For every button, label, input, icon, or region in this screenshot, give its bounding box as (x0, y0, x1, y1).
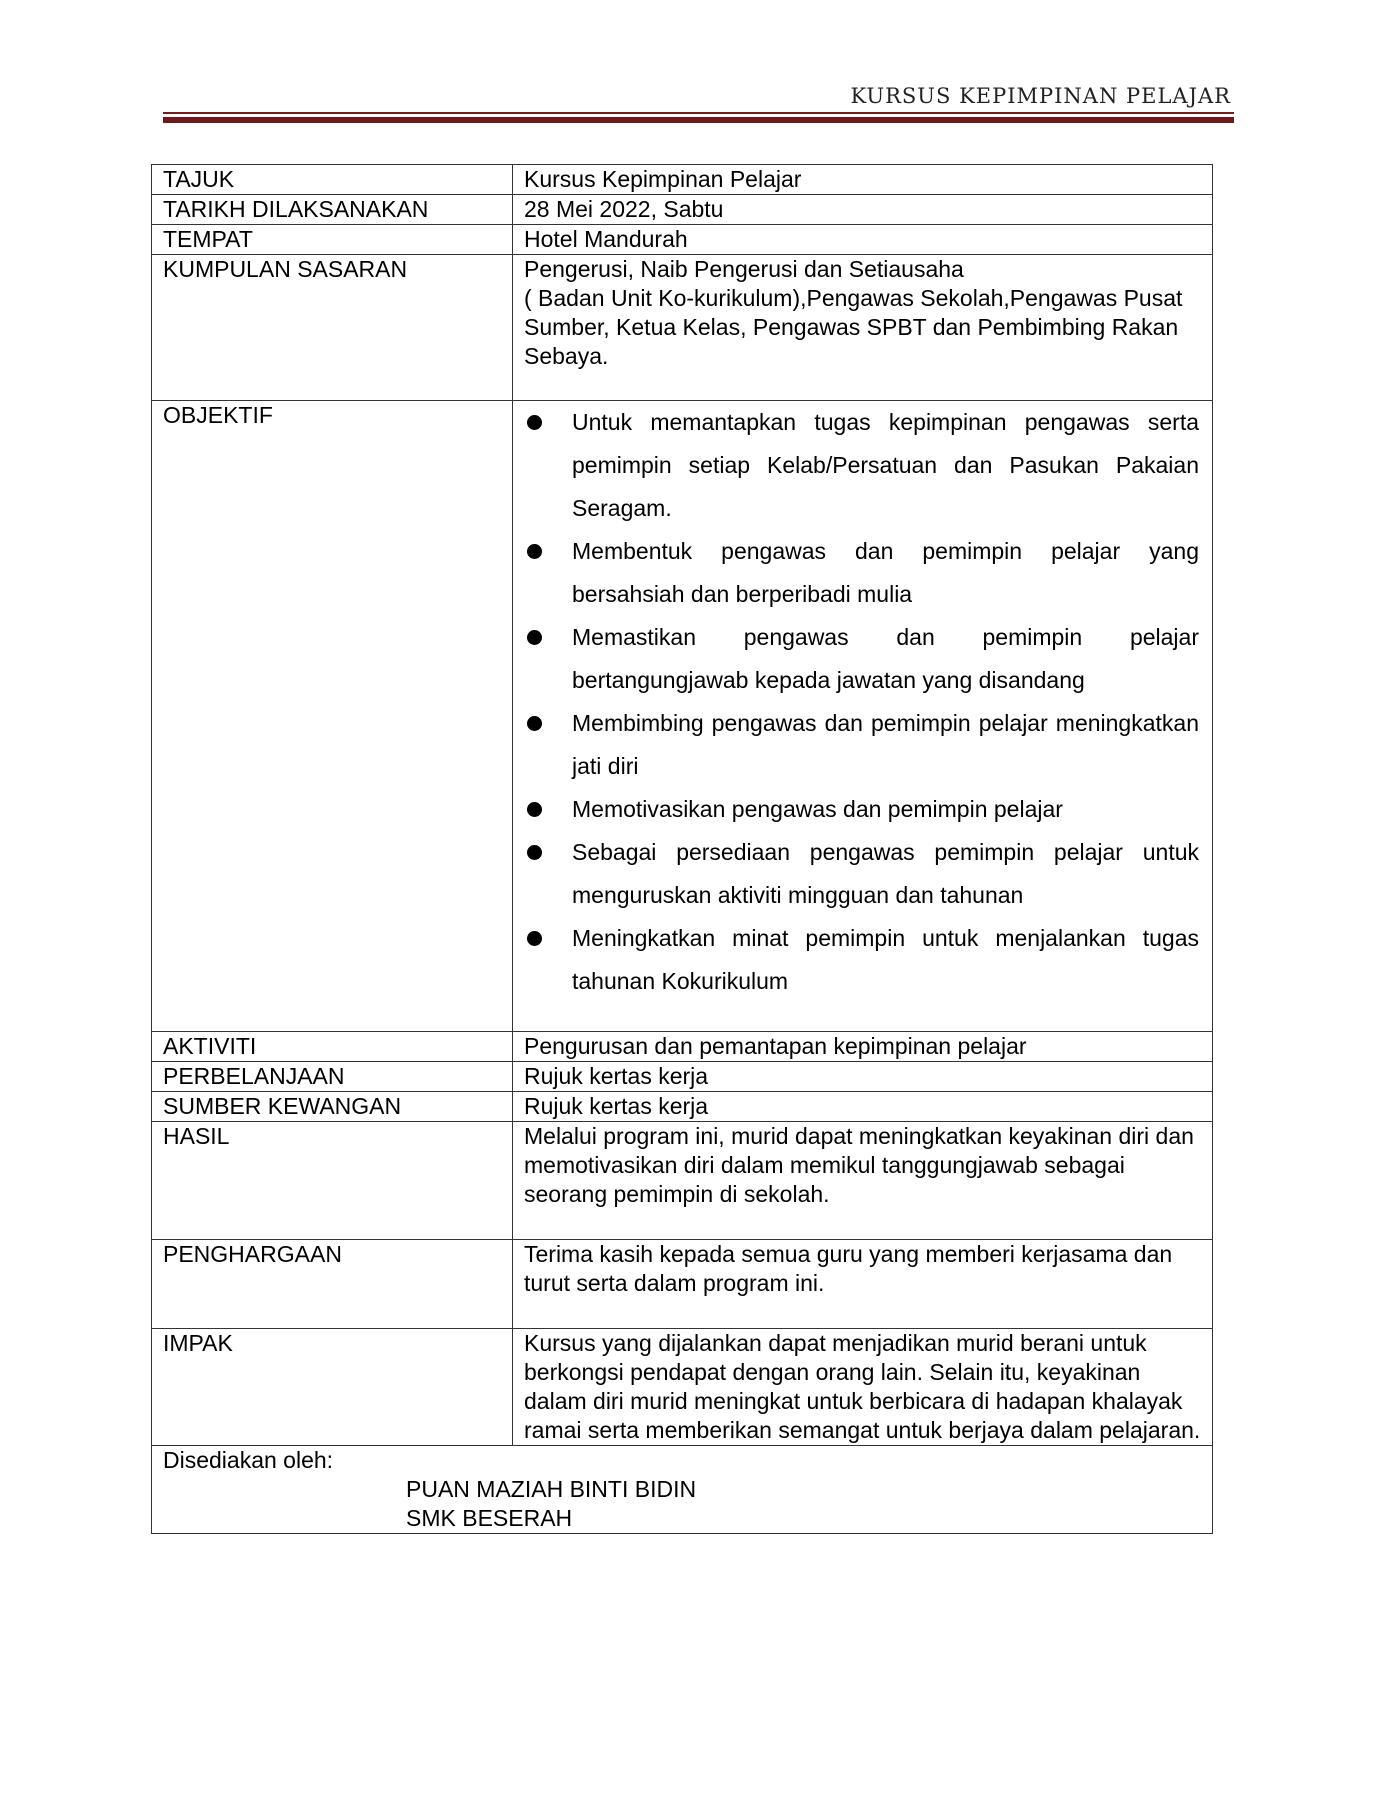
objektif-item (524, 831, 1199, 917)
label-objektif: OBJEKTIF (152, 401, 513, 1032)
row-perbelanjaan (152, 1062, 1213, 1092)
row-disediakan (152, 1446, 1213, 1534)
label-hasil: HASIL (152, 1122, 513, 1240)
label-tajuk: TAJUK (152, 165, 513, 195)
row-tempat (152, 225, 1213, 255)
bullet-icon (527, 845, 542, 860)
report-table (151, 164, 1213, 1534)
preparer-name: PUAN MAZIAH BINTI BIDIN (406, 1476, 697, 1502)
label-aktiviti: AKTIVITI (152, 1032, 513, 1062)
document-header-title: KURSUS KEPIMPINAN PELAJAR (850, 84, 1231, 108)
objektif-text: Memotivasikan pengawas dan pemimpin pelajar (572, 796, 1063, 822)
prepared-by-label: Disediakan oleh: (163, 1447, 334, 1473)
bullet-icon (527, 630, 542, 645)
bullet-icon (527, 802, 542, 817)
label-perbelanjaan: PERBELANJAAN (152, 1062, 513, 1092)
label-tempat: TEMPAT (152, 225, 513, 255)
objektif-text: Memastikan pengawas dan pemimpin pelajar bertangungjawab kepada jawatan yang disandang (572, 624, 1199, 693)
header-rule-thin (163, 112, 1234, 114)
header-rule-thick (163, 117, 1234, 123)
value-impak: Kursus yang dijalankan dapat menjadikan murid berani untuk berkongsi pendapat dengan orang lain. Selain itu, keyakinan dalam diri murid meningkat untuk berbicara di hadapan khalayak ramai serta memberikan semangat untuk berjaya dalam pelajaran. (513, 1329, 1213, 1446)
objektif-list (524, 401, 1201, 1031)
row-penghargaan (152, 1240, 1213, 1329)
objektif-text: Sebagai persediaan pengawas pemimpin pelajar untuk menguruskan aktiviti mingguan dan tahunan (572, 839, 1199, 908)
objektif-item (524, 917, 1199, 1003)
objektif-text: Meningkatkan minat pemimpin untuk menjalankan tugas tahunan Kokurikulum (572, 925, 1199, 994)
value-hasil: Melalui program ini, murid dapat meningkatkan keyakinan diri dan memotivasikan diri dalam memikul tanggungjawab sebagai seorang pemimpin di sekolah. (513, 1122, 1213, 1240)
row-aktiviti (152, 1032, 1213, 1062)
bullet-icon (527, 931, 542, 946)
value-tarikh: 28 Mei 2022, Sabtu (513, 195, 1213, 225)
bullet-icon (527, 415, 542, 430)
objektif-text: Membentuk pengawas dan pemimpin pelajar yang bersahsiah dan berperibadi mulia (572, 538, 1199, 607)
value-objektif (513, 401, 1213, 1032)
bullet-icon (527, 716, 542, 731)
objektif-item (524, 401, 1199, 530)
objektif-text: Membimbing pengawas dan pemimpin pelajar meningkatkan jati diri (572, 710, 1199, 779)
objektif-item (524, 702, 1199, 788)
bullet-icon (527, 544, 542, 559)
objektif-text: Untuk memantapkan tugas kepimpinan pengawas serta pemimpin setiap Kelab/Persatuan dan Pasukan Pakaian Seragam. (572, 409, 1199, 521)
label-sumber-kewangan: SUMBER KEWANGAN (152, 1092, 513, 1122)
objektif-item (524, 530, 1199, 616)
label-kumpulan-sasaran: KUMPULAN SASARAN (152, 255, 513, 401)
value-perbelanjaan: Rujuk kertas kerja (513, 1062, 1213, 1092)
value-sumber-kewangan: Rujuk kertas kerja (513, 1092, 1213, 1122)
row-sumber-kewangan (152, 1092, 1213, 1122)
value-tajuk: Kursus Kepimpinan Pelajar (513, 165, 1213, 195)
label-penghargaan: PENGHARGAAN (152, 1240, 513, 1329)
row-impak (152, 1329, 1213, 1446)
value-penghargaan: Terima kasih kepada semua guru yang memberi kerjasama dan turut serta dalam program ini. (513, 1240, 1213, 1329)
row-tajuk (152, 165, 1213, 195)
label-impak: IMPAK (152, 1329, 513, 1446)
prepared-by-cell (152, 1446, 1213, 1534)
kumpulan-line-2: ( Badan Unit Ko-kurikulum),Pengawas Sekolah,Pengawas Pusat Sumber, Ketua Kelas, Pengawas SPBT dan Pembimbing Rakan Sebaya. (524, 285, 1183, 369)
row-kumpulan-sasaran (152, 255, 1213, 401)
objektif-item (524, 788, 1199, 831)
preparer-school: SMK BESERAH (406, 1505, 573, 1531)
row-tarikh (152, 195, 1213, 225)
kumpulan-line-1: Pengerusi, Naib Pengerusi dan Setiausaha (524, 256, 964, 282)
value-kumpulan-sasaran (513, 255, 1213, 401)
value-aktiviti: Pengurusan dan pemantapan kepimpinan pelajar (513, 1032, 1213, 1062)
row-objektif (152, 401, 1213, 1032)
objektif-item (524, 616, 1199, 702)
value-tempat: Hotel Mandurah (513, 225, 1213, 255)
row-hasil (152, 1122, 1213, 1240)
label-tarikh: TARIKH DILAKSANAKAN (152, 195, 513, 225)
